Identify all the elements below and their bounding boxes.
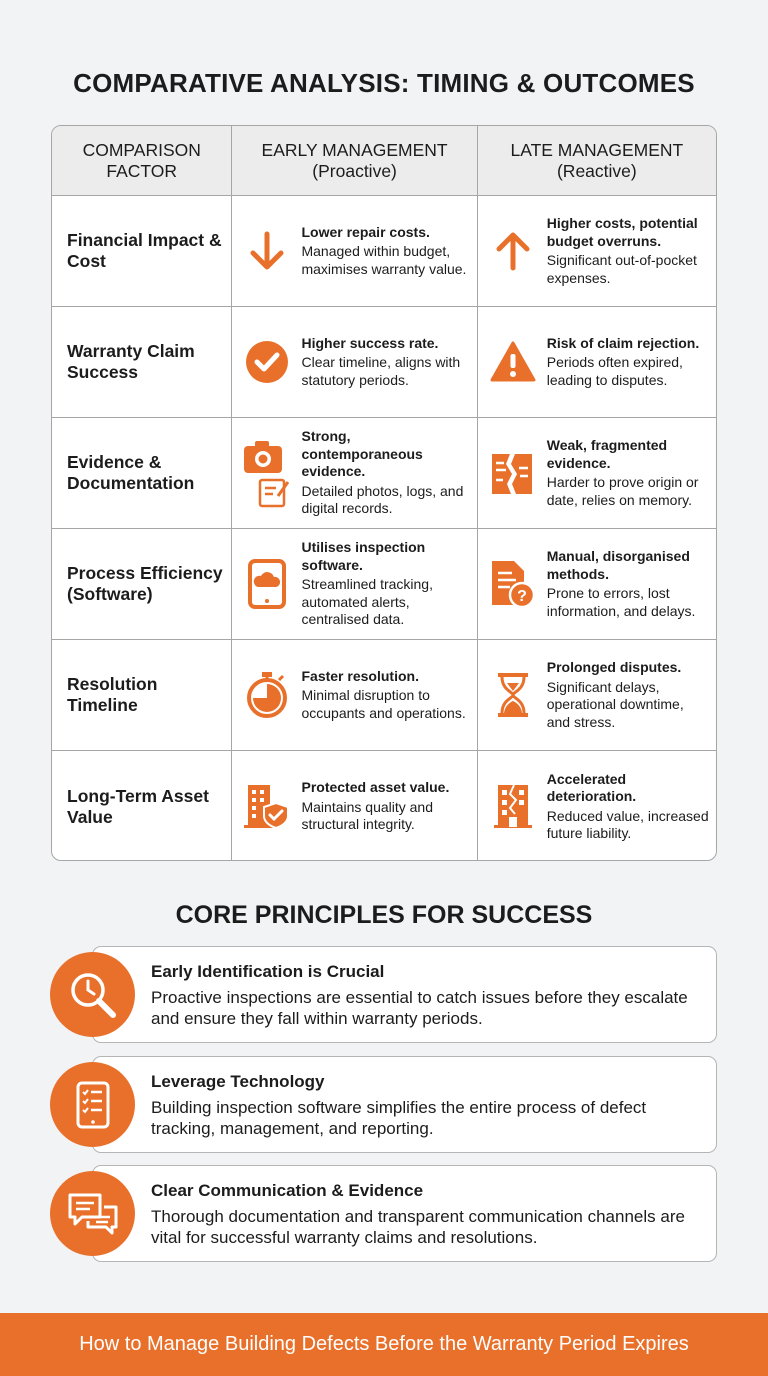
- section-title: CORE PRINCIPLES FOR SUCCESS: [175, 901, 593, 929]
- warning-triangle-icon: [488, 337, 538, 387]
- late-cell: ? Manual, disorganised methods. Prone to errors, lost information, and delays.: [478, 529, 716, 639]
- row-factor: Long-Term Asset Value: [52, 751, 232, 861]
- torn-document-icon: [488, 448, 538, 498]
- svg-text:?: ?: [516, 588, 527, 605]
- tablet-cloud-icon: [242, 559, 292, 609]
- card-description: Proactive inspections are essential to catch issues before they escalate and ensure they fall within warranty periods.: [151, 988, 688, 1028]
- table-header-row: [52, 126, 716, 196]
- early-cell: Faster resolution. Minimal disruption to occupants and operations.: [232, 640, 477, 750]
- table-row: [52, 640, 716, 751]
- header-comparison-factor: COMPARISON FACTOR: [52, 126, 232, 195]
- cracked-building-icon: [488, 781, 538, 831]
- comparison-table: [51, 125, 717, 861]
- early-cell: Strong, contemporaneous evidence. Detailed photos, logs, and digital records.: [232, 418, 477, 528]
- early-cell: Higher success rate. Clear timeline, aligns with statutory periods.: [232, 307, 477, 417]
- card-description: Building inspection software simplifies the entire process of defect tracking, management, and reporting.: [151, 1098, 647, 1138]
- footer-banner: How to Manage Building Defects Before the Warranty Period Expires: [0, 1313, 768, 1376]
- hourglass-icon: [488, 670, 538, 720]
- principle-card: [92, 1165, 717, 1262]
- stopwatch-icon: [242, 670, 292, 720]
- card-title: Early Identification is Crucial: [151, 962, 385, 981]
- late-cell: Risk of claim rejection. Periods often expired, leading to disputes.: [478, 307, 716, 417]
- check-circle-icon: [242, 337, 292, 387]
- late-cell: Higher costs, potential budget overruns. Significant out-of-pocket expenses.: [478, 196, 716, 306]
- page-title: COMPARATIVE ANALYSIS: TIMING & OUTCOMES: [73, 68, 695, 98]
- principle-card: [92, 946, 717, 1043]
- early-cell: Lower repair costs. Managed within budget, maximises warranty value.: [232, 196, 477, 306]
- table-row: [52, 751, 716, 861]
- camera-notepad-icon: [242, 438, 292, 508]
- card-description: Thorough documentation and transparent communication channels are vital for successful warranty claims and resolutions.: [151, 1207, 685, 1247]
- late-cell: Accelerated deterioration. Reduced value, increased future liability.: [478, 751, 716, 861]
- row-factor: Financial Impact & Cost: [52, 196, 232, 306]
- arrow-down-icon: [242, 226, 292, 276]
- tablet-checklist-icon: [50, 1062, 135, 1147]
- early-cell: Protected asset value. Maintains quality and structural integrity.: [232, 751, 477, 861]
- late-cell: Prolonged disputes. Significant delays, operational downtime, and stress.: [478, 640, 716, 750]
- card-title: Leverage Technology: [151, 1072, 325, 1091]
- document-question-icon: [488, 559, 538, 609]
- row-factor: Process Efficiency (Software): [52, 529, 232, 639]
- principle-card: [92, 1056, 717, 1153]
- building-shield-icon: [242, 781, 292, 831]
- header-early-management: EARLY MANAGEMENT (Proactive): [232, 126, 477, 195]
- header-late-management: LATE MANAGEMENT (Reactive): [510, 139, 684, 181]
- magnifier-clock-icon: [50, 952, 135, 1037]
- table-row: [52, 418, 716, 529]
- early-cell: Utilises inspection software. Streamlined tracking, automated alerts, centralised data.: [232, 529, 477, 639]
- table-row: [52, 529, 716, 640]
- card-title: Clear Communication & Evidence: [151, 1181, 424, 1200]
- row-factor: Evidence & Documentation: [52, 418, 232, 528]
- row-factor: Warranty Claim Success: [52, 307, 232, 417]
- row-factor: Resolution Timeline: [52, 640, 232, 750]
- table-row: [52, 196, 716, 307]
- chat-bubbles-icon: [50, 1171, 135, 1256]
- table-row: [52, 307, 716, 418]
- late-cell: Weak, fragmented evidence. Harder to prove origin or date, relies on memory.: [478, 418, 716, 528]
- arrow-up-icon: [488, 226, 538, 276]
